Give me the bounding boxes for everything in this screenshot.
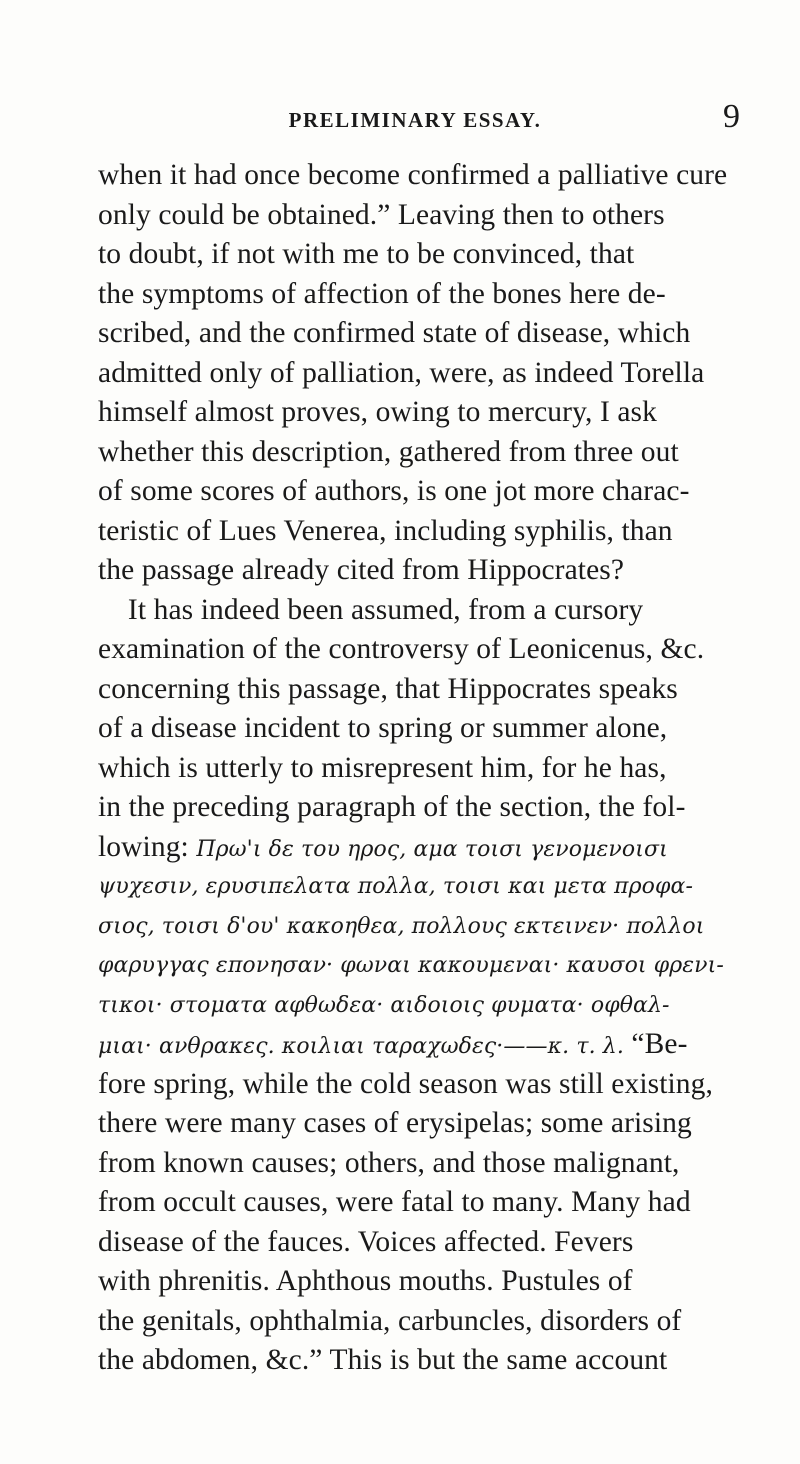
text-line: fore spring, while the cold season was still existing, (98, 1067, 713, 1100)
translation-start: “Be- (631, 1028, 688, 1060)
text-line: the symptoms of affection of the bones here de- (98, 277, 666, 310)
page-number: 9 (723, 98, 740, 135)
mixed-line (98, 1025, 738, 1065)
text-line: admitted only of palliation, were, as indeed Torella (98, 356, 705, 389)
text-line: from known causes; others, and those malignant, (98, 1146, 680, 1179)
greek-etcetera: ——κ. τ. λ. (503, 1034, 624, 1059)
greek-line: ψυχεσιν, ερυσιπελατα πολλα, τοισι και μετα προφα- (98, 874, 693, 899)
text-line: which is utterly to misrepresent him, for he has, (98, 751, 667, 784)
text-line: from occult causes, were fatal to many. Many had (98, 1186, 691, 1218)
text-line: in the preceding paragraph of the section, the fol- (98, 791, 686, 823)
text-line: only could be obtained.” Leaving then to others (98, 198, 665, 231)
running-title: PRELIMINARY ESSAY. (288, 108, 542, 132)
greek-quotation-end: μιαι· ανθρακες. κοιλιαι ταραχωδες· (98, 1034, 504, 1059)
text-line: the abdomen, &c.” This is but the same account (98, 1344, 668, 1376)
text-line: disease of the fauces. Voices affected. Fevers (98, 1225, 634, 1258)
text-line: there were many cases of erysipelas; some arising (98, 1107, 692, 1139)
essay-body (98, 156, 738, 1381)
text-line: concerning this passage, that Hippocrates speaks (98, 672, 678, 705)
text-line: to doubt, if not with me to be convinced, that (98, 238, 635, 270)
greek-line: τικοι· στοματα αφθωδεα· αιδοιοις φυματα· οφθαλ- (98, 992, 670, 1018)
text-line: of some scores of authors, is one jot more charac- (98, 475, 690, 507)
text-line: himself almost proves, owing to mercury, I ask (98, 396, 657, 428)
text-line: of a disease incident to spring or summer alone, (98, 712, 668, 744)
text-line: when it had once become confirmed a palliative cure (98, 159, 728, 191)
line-lead: lowing: (98, 830, 189, 863)
greek-quotation-start: Πρω'ι δε του ηρος, αμα τοισι γενομενοισι (196, 836, 668, 862)
greek-line: φαρυγγας επονησαν· φωναι κακουμεναι· καυσοι φρενι- (98, 953, 724, 978)
text-line: whether this description, gathered from three out (98, 435, 679, 468)
text-line: examination of the controversy of Leonicenus, &c. (98, 633, 705, 665)
text-line: the genitals, ophthalmia, carbuncles, disorders of (98, 1304, 682, 1337)
greek-line: σιος, τοισι δ'ου' κακοηθεα, πολλους εκτεινεν· πολλοι (98, 913, 705, 939)
text-line: teristic of Lues Venerea, including syphilis, than (98, 514, 673, 547)
page-header (90, 98, 740, 138)
text-line: the passage already cited from Hippocrates? (98, 554, 625, 586)
mixed-line (98, 828, 738, 868)
text-line: scribed, and the confirmed state of disease, which (98, 317, 691, 349)
paragraph-start-line: It has indeed been assumed, from a cursory (98, 593, 644, 626)
text-line: with phrenitis. Aphthous mouths. Pustules of (98, 1265, 633, 1297)
